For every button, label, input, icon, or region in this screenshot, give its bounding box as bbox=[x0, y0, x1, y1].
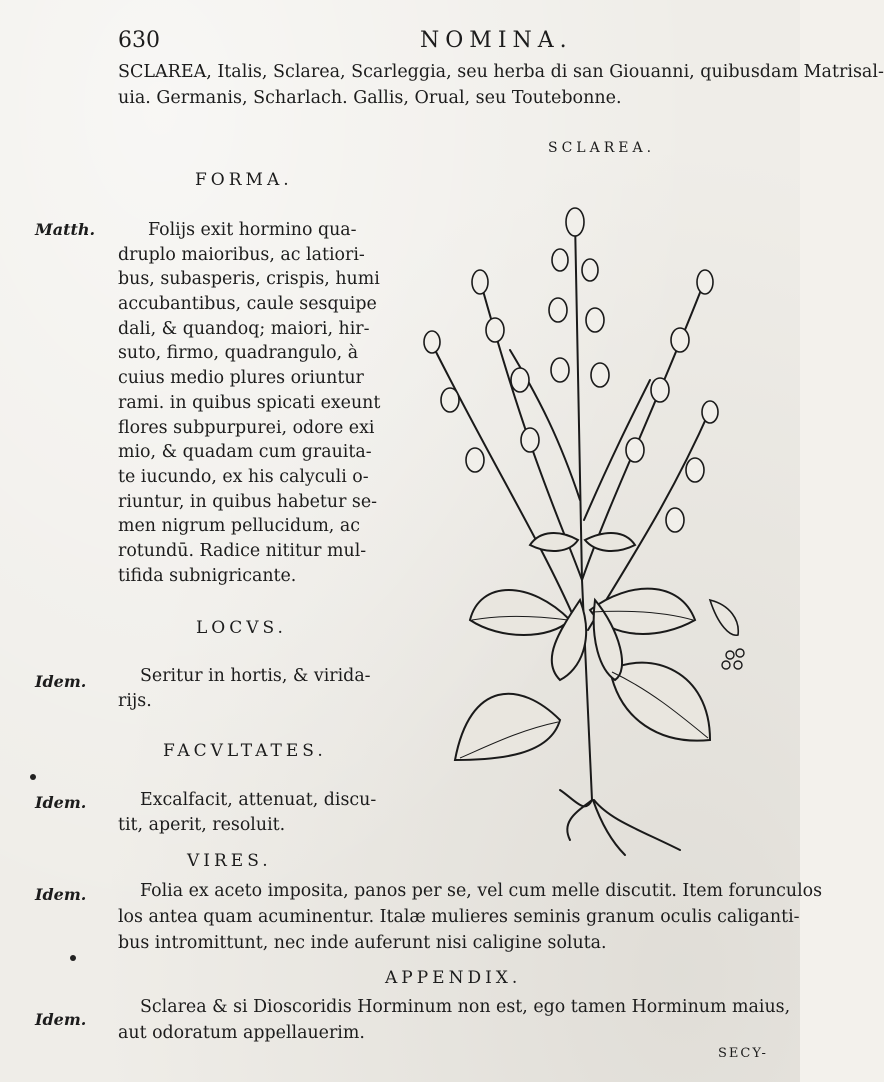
heading-forma: FORMA. bbox=[195, 170, 293, 190]
text-line: flores subpurpurei, odore exi bbox=[118, 417, 375, 438]
text-line: Excalfacit, attenuat, discu- bbox=[140, 790, 377, 810]
text-line: bus, subasperis, crispis, humi bbox=[118, 269, 380, 290]
heading-facultates: FACVLTATES. bbox=[163, 741, 327, 761]
text-line: rotundū. Radice nititur mul- bbox=[118, 540, 367, 561]
margin-note-locus: Idem. bbox=[35, 672, 87, 691]
text-line: cuius medio plures oriuntur bbox=[118, 368, 364, 389]
text-line: riuntur, in quibus habetur se- bbox=[118, 491, 378, 512]
locus-text bbox=[118, 664, 371, 713]
sclarea-woodcut-illustration bbox=[410, 200, 760, 860]
running-head: NOMINA. bbox=[420, 28, 573, 53]
heading-vires: VIRES. bbox=[187, 851, 272, 871]
heading-appendix: APPENDIX. bbox=[385, 968, 522, 988]
text-line: dali, & quandoq; maiori, hir- bbox=[118, 318, 370, 339]
seed-pod-detail bbox=[700, 595, 760, 685]
text-line: rijs. bbox=[118, 690, 152, 711]
text-line: Folia ex aceto imposita, panos per se, vel cum melle discutit. Item forunculos bbox=[140, 881, 823, 901]
margin-note-forma: Matth. bbox=[35, 220, 96, 239]
text-line: druplo maioribus, ac latiori- bbox=[118, 244, 365, 265]
text-line: accubantibus, caule sesquipe bbox=[118, 294, 377, 315]
text-line: tit, aperit, resoluit. bbox=[118, 814, 286, 835]
text-line: los antea quam acuminentur. Italæ mulieres seminis granum oculis caliganti- bbox=[118, 907, 800, 927]
text-line: aut odoratum appellauerim. bbox=[118, 1023, 365, 1043]
text-line: te iucundo, ex his calyculi o- bbox=[118, 466, 369, 487]
text-line: tifida subnigricante. bbox=[118, 565, 297, 586]
text-line: mio, & quadam cum grauita- bbox=[118, 442, 372, 463]
catchword: SECY- bbox=[718, 1046, 768, 1061]
ink-speck bbox=[30, 774, 36, 780]
margin-note-appendix: Idem. bbox=[35, 1010, 87, 1029]
names-line-1: SCLAREA, Italis, Sclarea, Scarleggia, seu herba di san Giouanni, quibusdam Matrisal- bbox=[118, 62, 884, 82]
page-number: 630 bbox=[118, 28, 160, 53]
figure-caption: SCLAREA. bbox=[548, 140, 656, 156]
text-line: men nigrum pellucidum, ac bbox=[118, 516, 360, 537]
text-line: Seritur in hortis, & virida- bbox=[140, 666, 371, 686]
names-line-2: uia. Germanis, Scharlach. Gallis, Orual, seu Toutebonne. bbox=[118, 88, 622, 108]
text-line: bus intromittunt, nec inde auferunt nisi caligine soluta. bbox=[118, 933, 607, 953]
ink-speck bbox=[70, 955, 76, 961]
margin-note-vires: Idem. bbox=[35, 885, 87, 904]
facultates-text bbox=[118, 788, 376, 837]
forma-text bbox=[118, 218, 380, 588]
text-line: Folijs exit hormino qua- bbox=[148, 220, 357, 240]
text-line: suto, firmo, quadrangulo, à bbox=[118, 343, 359, 364]
text-line: Sclarea & si Dioscoridis Horminum non est, ego tamen Horminum maius, bbox=[140, 997, 791, 1017]
margin-note-facultates: Idem. bbox=[35, 793, 87, 812]
vires-text bbox=[118, 878, 822, 956]
heading-locus: LOCVS. bbox=[196, 618, 287, 638]
appendix-text bbox=[118, 994, 790, 1046]
text-line: rami. in quibus spicati exeunt bbox=[118, 392, 381, 413]
